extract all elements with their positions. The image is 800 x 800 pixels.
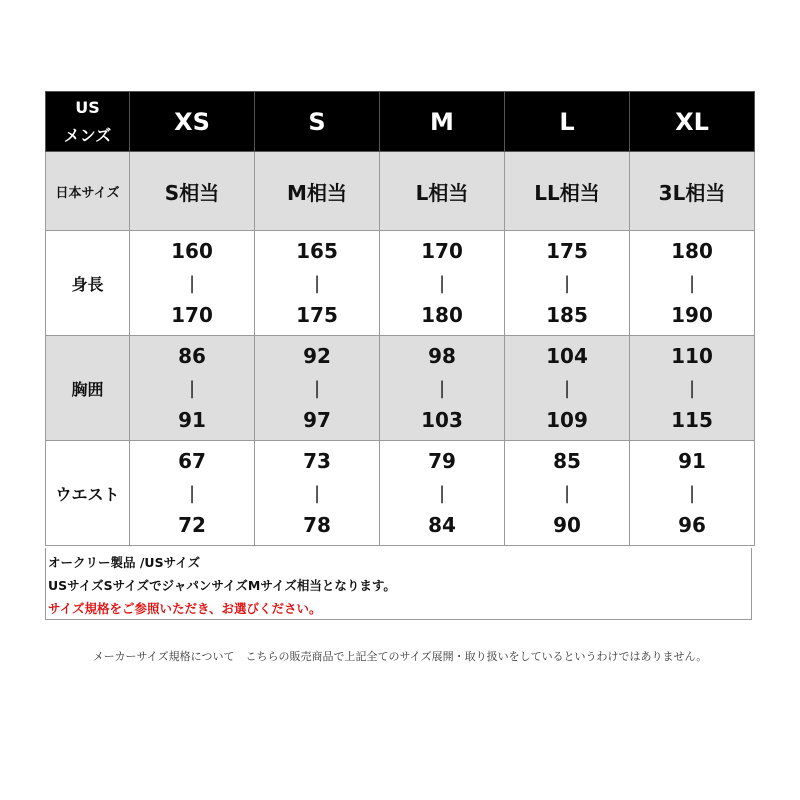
range-cell bbox=[630, 231, 755, 336]
range-separator: | bbox=[438, 482, 446, 504]
note-line-warning: サイズ規格をご参照いただき、お選びください。 bbox=[48, 601, 322, 616]
range-max: 78 bbox=[303, 513, 331, 537]
range-min: 110 bbox=[671, 344, 713, 368]
range-separator: | bbox=[313, 272, 321, 294]
range-min: 79 bbox=[428, 449, 456, 473]
range-max: 170 bbox=[171, 303, 213, 327]
range-min: 91 bbox=[678, 449, 706, 473]
range-max: 185 bbox=[546, 303, 588, 327]
range-max: 180 bbox=[421, 303, 463, 327]
range-cell bbox=[380, 231, 505, 336]
note-line-equivalence: USサイズSサイズでジャパンサイズMサイズ相当となります。 bbox=[48, 578, 396, 593]
height-row bbox=[46, 231, 755, 336]
range-separator: | bbox=[188, 482, 196, 504]
range-cell bbox=[130, 441, 255, 546]
note-line-product: オークリー製品 /USサイズ bbox=[48, 555, 201, 570]
range-cell bbox=[255, 441, 380, 546]
range-max: 109 bbox=[546, 408, 588, 432]
range-cell bbox=[130, 231, 255, 336]
size-header-l: L bbox=[505, 92, 630, 152]
size-header-s: S bbox=[255, 92, 380, 152]
range-max: 190 bbox=[671, 303, 713, 327]
range-separator: | bbox=[313, 482, 321, 504]
range-cell bbox=[380, 336, 505, 441]
japan-size-label: 日本サイズ bbox=[46, 152, 130, 231]
range-cell bbox=[505, 336, 630, 441]
range-separator: | bbox=[313, 377, 321, 399]
range-max: 175 bbox=[296, 303, 338, 327]
range-separator: | bbox=[688, 377, 696, 399]
range-cell bbox=[130, 336, 255, 441]
japan-size-value: L相当 bbox=[380, 152, 505, 231]
japan-size-value: LL相当 bbox=[505, 152, 630, 231]
chest-row bbox=[46, 336, 755, 441]
range-cell bbox=[255, 336, 380, 441]
japan-size-value: M相当 bbox=[255, 152, 380, 231]
range-separator: | bbox=[438, 377, 446, 399]
range-separator: | bbox=[563, 482, 571, 504]
japan-size-row bbox=[46, 152, 755, 231]
range-separator: | bbox=[563, 272, 571, 294]
corner-line-mens: メンズ bbox=[63, 125, 112, 145]
range-cell bbox=[630, 441, 755, 546]
size-header-xl: XL bbox=[630, 92, 755, 152]
waist-row bbox=[46, 441, 755, 546]
notes-box bbox=[45, 548, 752, 620]
range-cell bbox=[630, 336, 755, 441]
range-max: 90 bbox=[553, 513, 581, 537]
corner-cell bbox=[46, 92, 130, 152]
range-separator: | bbox=[188, 377, 196, 399]
range-max: 115 bbox=[671, 408, 713, 432]
range-cell bbox=[255, 231, 380, 336]
range-separator: | bbox=[188, 272, 196, 294]
corner-line-us: US bbox=[75, 97, 100, 117]
japan-size-value: 3L相当 bbox=[630, 152, 755, 231]
range-min: 92 bbox=[303, 344, 331, 368]
range-min: 175 bbox=[546, 239, 588, 263]
japan-size-value: S相当 bbox=[130, 152, 255, 231]
range-cell bbox=[505, 441, 630, 546]
size-header-xs: XS bbox=[130, 92, 255, 152]
range-max: 97 bbox=[303, 408, 331, 432]
chest-label: 胸囲 bbox=[46, 336, 130, 441]
range-min: 67 bbox=[178, 449, 206, 473]
range-cell bbox=[505, 231, 630, 336]
range-max: 103 bbox=[421, 408, 463, 432]
range-separator: | bbox=[438, 272, 446, 294]
range-min: 160 bbox=[171, 239, 213, 263]
range-separator: | bbox=[688, 482, 696, 504]
range-min: 73 bbox=[303, 449, 331, 473]
height-label: 身長 bbox=[46, 231, 130, 336]
range-min: 104 bbox=[546, 344, 588, 368]
header-row bbox=[46, 92, 755, 152]
waist-label: ウエスト bbox=[46, 441, 130, 546]
size-chart-table bbox=[45, 91, 755, 546]
footer-disclaimer: メーカーサイズ規格について こちらの販売商品で上記全てのサイズ展開・取り扱いをしているというわけではありません。 bbox=[92, 650, 708, 663]
range-min: 85 bbox=[553, 449, 581, 473]
range-min: 86 bbox=[178, 344, 206, 368]
range-min: 165 bbox=[296, 239, 338, 263]
range-min: 180 bbox=[671, 239, 713, 263]
range-max: 96 bbox=[678, 513, 706, 537]
range-cell bbox=[380, 441, 505, 546]
range-max: 84 bbox=[428, 513, 456, 537]
range-separator: | bbox=[563, 377, 571, 399]
range-min: 98 bbox=[428, 344, 456, 368]
range-max: 72 bbox=[178, 513, 206, 537]
range-min: 170 bbox=[421, 239, 463, 263]
range-max: 91 bbox=[178, 408, 206, 432]
size-header-m: M bbox=[380, 92, 505, 152]
range-separator: | bbox=[688, 272, 696, 294]
